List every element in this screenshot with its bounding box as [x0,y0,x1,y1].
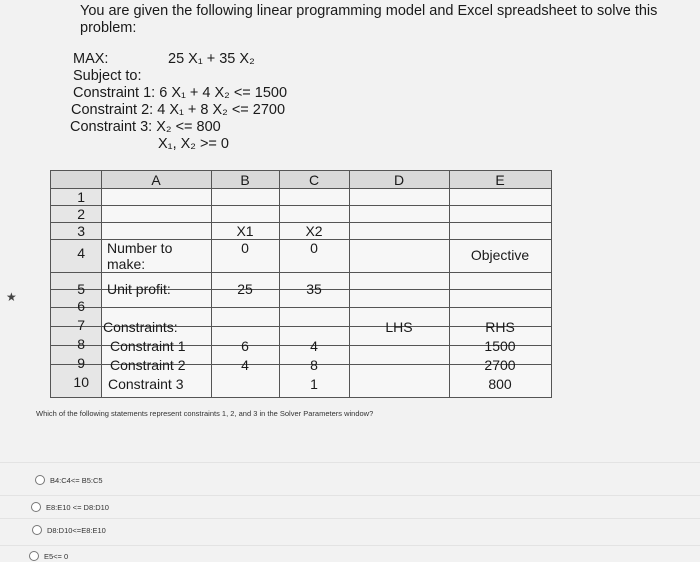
col-header-d[interactable]: D [393,172,405,188]
option-label: E8:E10 <= D8:D10 [46,502,109,512]
radio-button[interactable] [29,551,39,561]
cell-c4[interactable]: 0 [310,240,318,256]
cell-b8[interactable]: 6 [241,338,249,354]
spreadsheet [50,170,552,398]
cursor-pointer-icon: ★ [6,290,17,304]
cell-e8[interactable]: 1500 [484,338,516,354]
row-number[interactable]: 8 [77,336,85,352]
cell-b5[interactable]: 25 [237,281,253,297]
constraint-3-text: Constraint 3: X₂ <= 800 [70,119,221,135]
cell-b3[interactable]: X1 [236,223,254,239]
objective-function: 25 X₁ + 35 X₂ [168,51,255,67]
col-header-c[interactable]: C [308,172,320,188]
row-number[interactable]: 2 [77,206,85,222]
col-header-e[interactable]: E [495,172,505,188]
cell-a9[interactable]: Constraint 2 [110,357,186,373]
row-number[interactable]: 5 [77,281,85,297]
option-label: B4:C4<= B5:C5 [50,475,103,485]
cell-b9[interactable]: 4 [241,357,249,373]
option-divider [0,495,700,496]
answer-option[interactable] [32,525,106,535]
radio-button[interactable] [31,502,41,512]
cell-e4[interactable]: Objective [470,247,530,263]
cell-e9[interactable]: 2700 [484,357,516,373]
cell-b4[interactable]: 0 [241,240,249,256]
cell-a10[interactable]: Constraint 3 [108,376,184,392]
answer-option[interactable] [29,551,68,561]
row-number[interactable]: 1 [77,189,85,205]
problem-intro: You are given the following linear programming model and Excel spreadsheet to solve this problem: [80,3,658,36]
cell-c5[interactable]: 35 [306,281,322,297]
col-header-b[interactable]: B [240,172,250,188]
cell-e10[interactable]: 800 [488,376,512,392]
cell-c3[interactable]: X2 [305,223,323,239]
question-text: Which of the following statements represent constraints 1, 2, and 3 in the Solver Parameters window? [36,409,374,418]
cell-a4[interactable]: Number to make: [107,240,173,272]
cell-a8[interactable]: Constraint 1 [110,338,186,354]
max-label: MAX: [73,51,109,67]
row-number[interactable]: 6 [77,298,85,314]
nonnegativity-text: X₁, X₂ >= 0 [158,136,229,152]
cell-c10[interactable]: 1 [310,376,318,392]
cell-d7[interactable]: LHS [385,319,413,335]
option-divider [0,462,700,463]
option-label: E5<= 0 [44,551,69,561]
cell-a5[interactable]: Unit profit: [107,281,171,297]
subject-to-label: Subject to: [73,68,142,84]
constraint-2-text: Constraint 2: 4 X₁ + 8 X₂ <= 2700 [71,102,286,118]
answer-option[interactable] [31,502,109,512]
cell-e7[interactable]: RHS [485,319,515,335]
col-header-a[interactable]: A [151,172,161,188]
cell-a7[interactable]: Constraints: [103,319,178,335]
cell-c8[interactable]: 4 [310,338,318,354]
row-number[interactable]: 10 [73,374,89,390]
option-divider [0,545,700,546]
row-number[interactable]: 3 [77,223,85,239]
radio-button[interactable] [35,475,45,485]
row-number[interactable]: 9 [77,355,85,371]
option-label: D8:D10<=E8:E10 [47,525,106,535]
constraint-1-text: Constraint 1: 6 X₁ + 4 X₂ <= 1500 [73,85,288,101]
option-divider [0,518,700,519]
radio-button[interactable] [32,525,42,535]
answer-option[interactable] [35,475,103,485]
row-number[interactable]: 4 [77,245,85,261]
cell-c9[interactable]: 8 [310,357,318,373]
row-number[interactable]: 7 [77,317,85,333]
